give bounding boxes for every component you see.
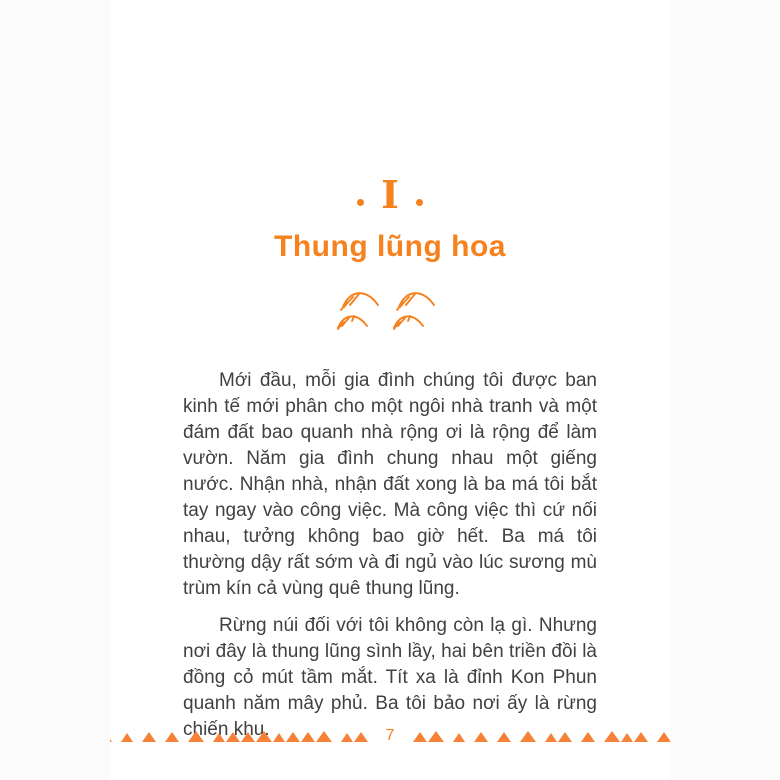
triangle-up-icon bbox=[604, 731, 620, 742]
triangle-up-icon bbox=[256, 731, 272, 742]
triangle-up-icon bbox=[110, 731, 112, 742]
footer-decoration bbox=[110, 722, 670, 742]
triangle-up-icon bbox=[657, 732, 670, 742]
triangle-up-icon bbox=[474, 732, 488, 742]
page-number: 7 bbox=[385, 727, 395, 744]
triangle-up-icon bbox=[428, 731, 444, 742]
triangle-up-icon bbox=[354, 732, 368, 742]
triangle-up-icon bbox=[453, 733, 465, 742]
heading-dot-left bbox=[357, 199, 364, 206]
heading-dot-right bbox=[416, 199, 423, 206]
triangle-up-icon bbox=[226, 732, 240, 742]
triangle-up-icon bbox=[142, 732, 156, 742]
triangle-up-icon bbox=[286, 732, 300, 742]
triangle-up-icon bbox=[497, 732, 511, 742]
paragraph-2: Rừng núi đối với tôi không còn lạ gì. Nhưng nơi đây là thung lũng sình lầy, hai bên triền đồi là đồng cỏ mút tầm mắt. Tít xa là đỉnh Kon Phun quanh năm mây phủ. Ba tôi bảo nơi ấy là rừng chiến khu. bbox=[183, 615, 597, 740]
triangle-up-icon bbox=[621, 733, 633, 742]
triangle-up-icon bbox=[316, 731, 332, 742]
page bbox=[110, 0, 670, 780]
triangle-up-icon bbox=[520, 731, 536, 742]
triangle-up-icon bbox=[581, 732, 595, 742]
triangle-border-left bbox=[110, 730, 368, 742]
triangle-up-icon bbox=[545, 733, 557, 742]
triangle-up-icon bbox=[188, 731, 204, 742]
triangle-up-icon bbox=[165, 732, 179, 742]
hills-icon bbox=[110, 284, 670, 332]
triangle-up-icon bbox=[273, 733, 285, 742]
paragraph-1: Mới đầu, mỗi gia đình chúng tôi được ban kinh tế mới phân cho một ngôi nhà tranh và một đám đất bao quanh nhà rộng ơi là rộng để làm vườn. Năm gia đình chung nhau một giếng nước. Nhận nhà, nhận đất xong là ba má tôi bắt tay ngay vào công việc. Mà công việc thì cứ nối nhau, tưởng không bao giờ hết. Ba má tôi thường dậy rất sớm và đi ngủ vào lúc sương mù trùm kín cả vùng quê thung lũng. bbox=[183, 370, 597, 599]
triangle-up-icon bbox=[634, 732, 648, 742]
triangle-up-icon bbox=[341, 733, 353, 742]
chapter-numeral: I bbox=[381, 172, 399, 217]
chapter-heading bbox=[110, 170, 670, 217]
triangle-up-icon bbox=[558, 732, 572, 742]
triangle-up-icon bbox=[121, 733, 133, 742]
triangle-up-icon bbox=[413, 732, 427, 742]
chapter-title: Thung lũng hoa bbox=[274, 230, 506, 263]
triangle-up-icon bbox=[213, 733, 225, 742]
body-text bbox=[183, 368, 597, 743]
triangle-up-icon bbox=[301, 732, 315, 742]
triangle-border-right bbox=[412, 730, 670, 742]
triangle-up-icon bbox=[241, 732, 255, 742]
